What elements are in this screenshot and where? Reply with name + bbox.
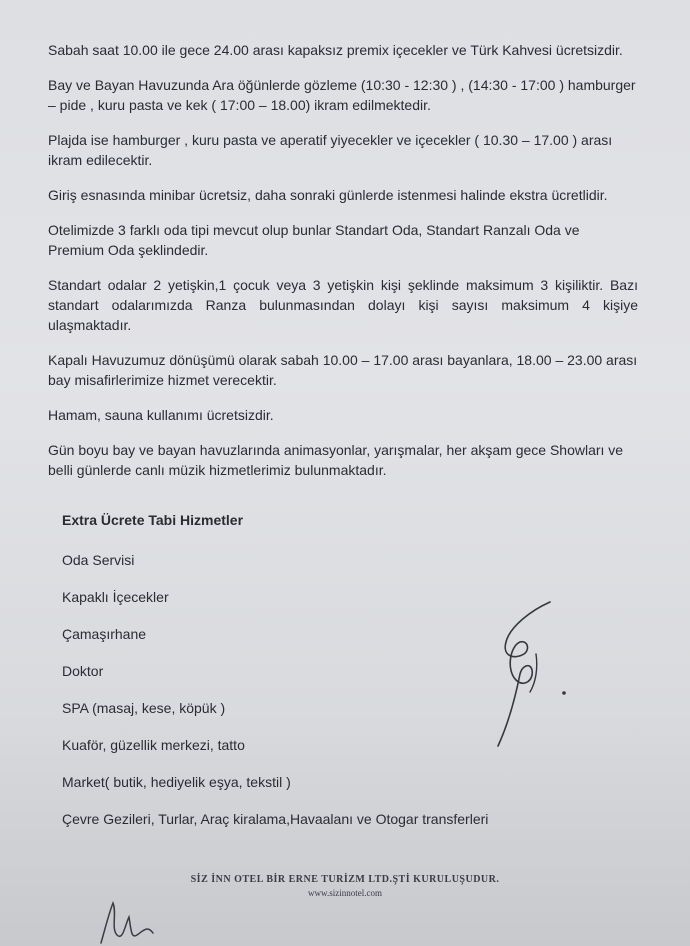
extras-item-laundry: Çamaşırhane: [62, 626, 147, 642]
company-statement: SİZ İNN OTEL BİR ERNE TURİZM LTD.ŞTİ KURULUŞUDUR.: [190, 874, 500, 885]
extras-item-market: Market( butik, hediyelik eşya, tekstil ): [62, 774, 291, 790]
handwritten-initials: [95, 895, 175, 946]
paragraph-room-capacity: Standart odalar 2 yetişkin,1 çocuk veya 3 yetişkin kişi şeklinde maksimum 3 kişiliktir. Bazı standart odalarımızda Ranza bulunmasından dolayı kişi sayısı maksimum 4 kişiye ulaşmaktadır.: [48, 277, 638, 333]
document-body: [48, 40, 638, 495]
paragraph-premix-drinks: Sabah saat 10.00 ile gece 24.00 arası kapaksız premix içecekler ve Türk Kahvesi ücretsizdir.: [48, 42, 623, 58]
extras-item-spa: SPA (masaj, kese, köpük ): [62, 700, 226, 716]
paragraph-minibar: Giriş esnasında minibar ücretsiz, daha sonraki günlerde istenmesi halinde ekstra ücretlidir.: [48, 187, 608, 203]
extras-item-hairdresser: Kuaför, güzellik merkezi, tatto: [62, 737, 245, 753]
paragraph-beach-snacks: Plajda ise hamburger , kuru pasta ve aperatif yiyecekler ve içecekler ( 10.30 – 17.00 ) arası ikram edilecektir.: [48, 132, 613, 168]
paragraph-entertainment: Gün boyu bay ve bayan havuzlarında animasyonlar, yarışmalar, her akşam gece Showları ve belli günlerde canlı müzik hizmetlerimiz bulunmaktadır.: [48, 442, 624, 478]
extras-item-tours: Çevre Gezileri, Turlar, Araç kiralama,Havaalanı ve Otogar transferleri: [62, 811, 489, 827]
extras-item-room-service: Oda Servisi: [62, 552, 135, 568]
handwritten-signature: [480, 596, 590, 756]
extras-item-drinks: Kapaklı İçecekler: [62, 589, 169, 605]
extras-list: [62, 552, 488, 848]
paragraph-room-types: Otelimizde 3 farklı oda tipi mevcut olup bunlar Standart Oda, Standart Ranzalı Oda ve Premium Oda şeklindedir.: [48, 222, 580, 258]
extras-item-doctor: Doktor: [62, 663, 104, 679]
website-text: www.sizinnotel.com: [308, 888, 382, 898]
paragraph-indoor-pool: Kapalı Havuzumuz dönüşümü olarak sabah 10.00 – 17.00 arası bayanlara, 18.00 – 23.00 arası bay misafirlerimize hizmet verecektir.: [48, 352, 638, 388]
paragraph-pool-snacks: Bay ve Bayan Havuzunda Ara öğünlerde gözleme (10:30 - 12:30 ) , (14:30 - 17:00 ) hamburger – pide , kuru pasta ve kek ( 17:00 – 18.00) ikram edilmektedir.: [48, 77, 636, 113]
paragraph-hammam-sauna: Hamam, sauna kullanımı ücretsizdir.: [48, 407, 274, 423]
extras-heading: Extra Ücrete Tabi Hizmetler: [62, 512, 244, 528]
